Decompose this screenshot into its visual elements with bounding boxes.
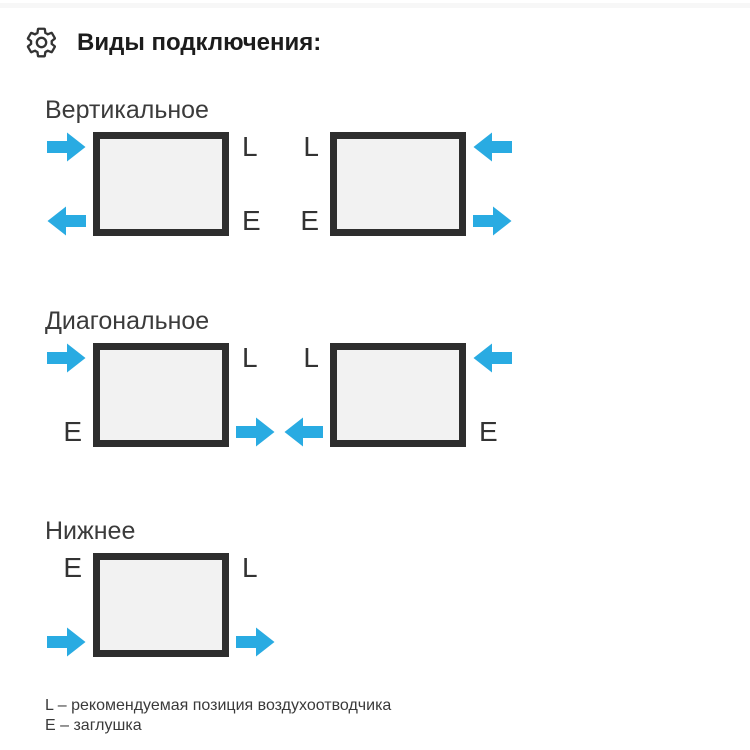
diagram-row [46, 553, 750, 657]
left-ports-column [283, 132, 323, 236]
right-ports-column [236, 343, 276, 447]
port-label-e: E [242, 205, 261, 236]
radiator-box [93, 343, 229, 447]
diagram-row [46, 343, 750, 447]
flow-arrow-right-icon [47, 132, 86, 162]
flow-arrow-left-icon [47, 206, 86, 236]
section-title: Диагональное [45, 307, 210, 335]
section-title: Нижнее [45, 517, 136, 545]
radiator-box [93, 553, 229, 657]
radiator-box [330, 132, 466, 236]
gear-icon [25, 26, 58, 59]
port-label-e: E [63, 416, 82, 447]
flow-arrow-left-slot [283, 417, 323, 447]
diagram-row [46, 132, 750, 236]
right-ports-column [236, 553, 276, 657]
legend [45, 696, 750, 736]
flow-arrow-left-icon [284, 417, 323, 447]
flow-arrow-right-slot [46, 132, 86, 162]
header [0, 0, 750, 59]
right-ports-column [236, 132, 276, 236]
flow-arrow-left-icon [473, 132, 512, 162]
left-ports-column [46, 553, 86, 657]
flow-arrow-right-slot [46, 627, 86, 657]
flow-arrow-left-slot [473, 132, 513, 162]
radiator-diagram [46, 553, 276, 657]
legend-line-l: L – рекомендуемая позиция воздухоотводчика [45, 697, 392, 714]
right-ports-column [473, 132, 513, 236]
radiator-diagram [46, 132, 276, 236]
port-label-l: L [242, 131, 258, 162]
top-hairline [0, 3, 750, 8]
flow-arrow-right-icon [473, 206, 512, 236]
flow-arrow-right-slot [473, 206, 513, 236]
radiator-diagram [46, 343, 276, 447]
flow-arrow-right-icon [236, 417, 275, 447]
section-diagonal [45, 306, 750, 447]
left-ports-column [283, 343, 323, 447]
port-label-e: E [63, 552, 82, 583]
port-label-e: E [300, 205, 319, 236]
left-ports-column [46, 343, 86, 447]
radiator-box [330, 343, 466, 447]
section-title: Вертикальное [45, 96, 209, 124]
page-title: Виды подключения: [77, 29, 322, 56]
flow-arrow-left-slot [473, 343, 513, 373]
flow-arrow-left-slot [46, 206, 86, 236]
port-label-e: E [479, 416, 498, 447]
port-label-l: L [242, 552, 258, 583]
port-label-l: L [303, 342, 319, 373]
section-bottom [45, 516, 750, 657]
flow-arrow-right-slot [46, 343, 86, 373]
left-ports-column [46, 132, 86, 236]
radiator-box [93, 132, 229, 236]
flow-arrow-right-slot [236, 627, 276, 657]
section-vertical [45, 95, 750, 236]
flow-arrow-right-icon [47, 627, 86, 657]
flow-arrow-left-icon [473, 343, 512, 373]
legend-line-e: E – заглушка [45, 717, 142, 734]
radiator-diagram [283, 132, 513, 236]
port-label-l: L [303, 131, 319, 162]
flow-arrow-right-icon [236, 627, 275, 657]
flow-arrow-right-slot [236, 417, 276, 447]
radiator-diagram [283, 343, 513, 447]
right-ports-column [473, 343, 513, 447]
port-label-l: L [242, 342, 258, 373]
connection-sections [0, 95, 750, 657]
flow-arrow-right-icon [47, 343, 86, 373]
